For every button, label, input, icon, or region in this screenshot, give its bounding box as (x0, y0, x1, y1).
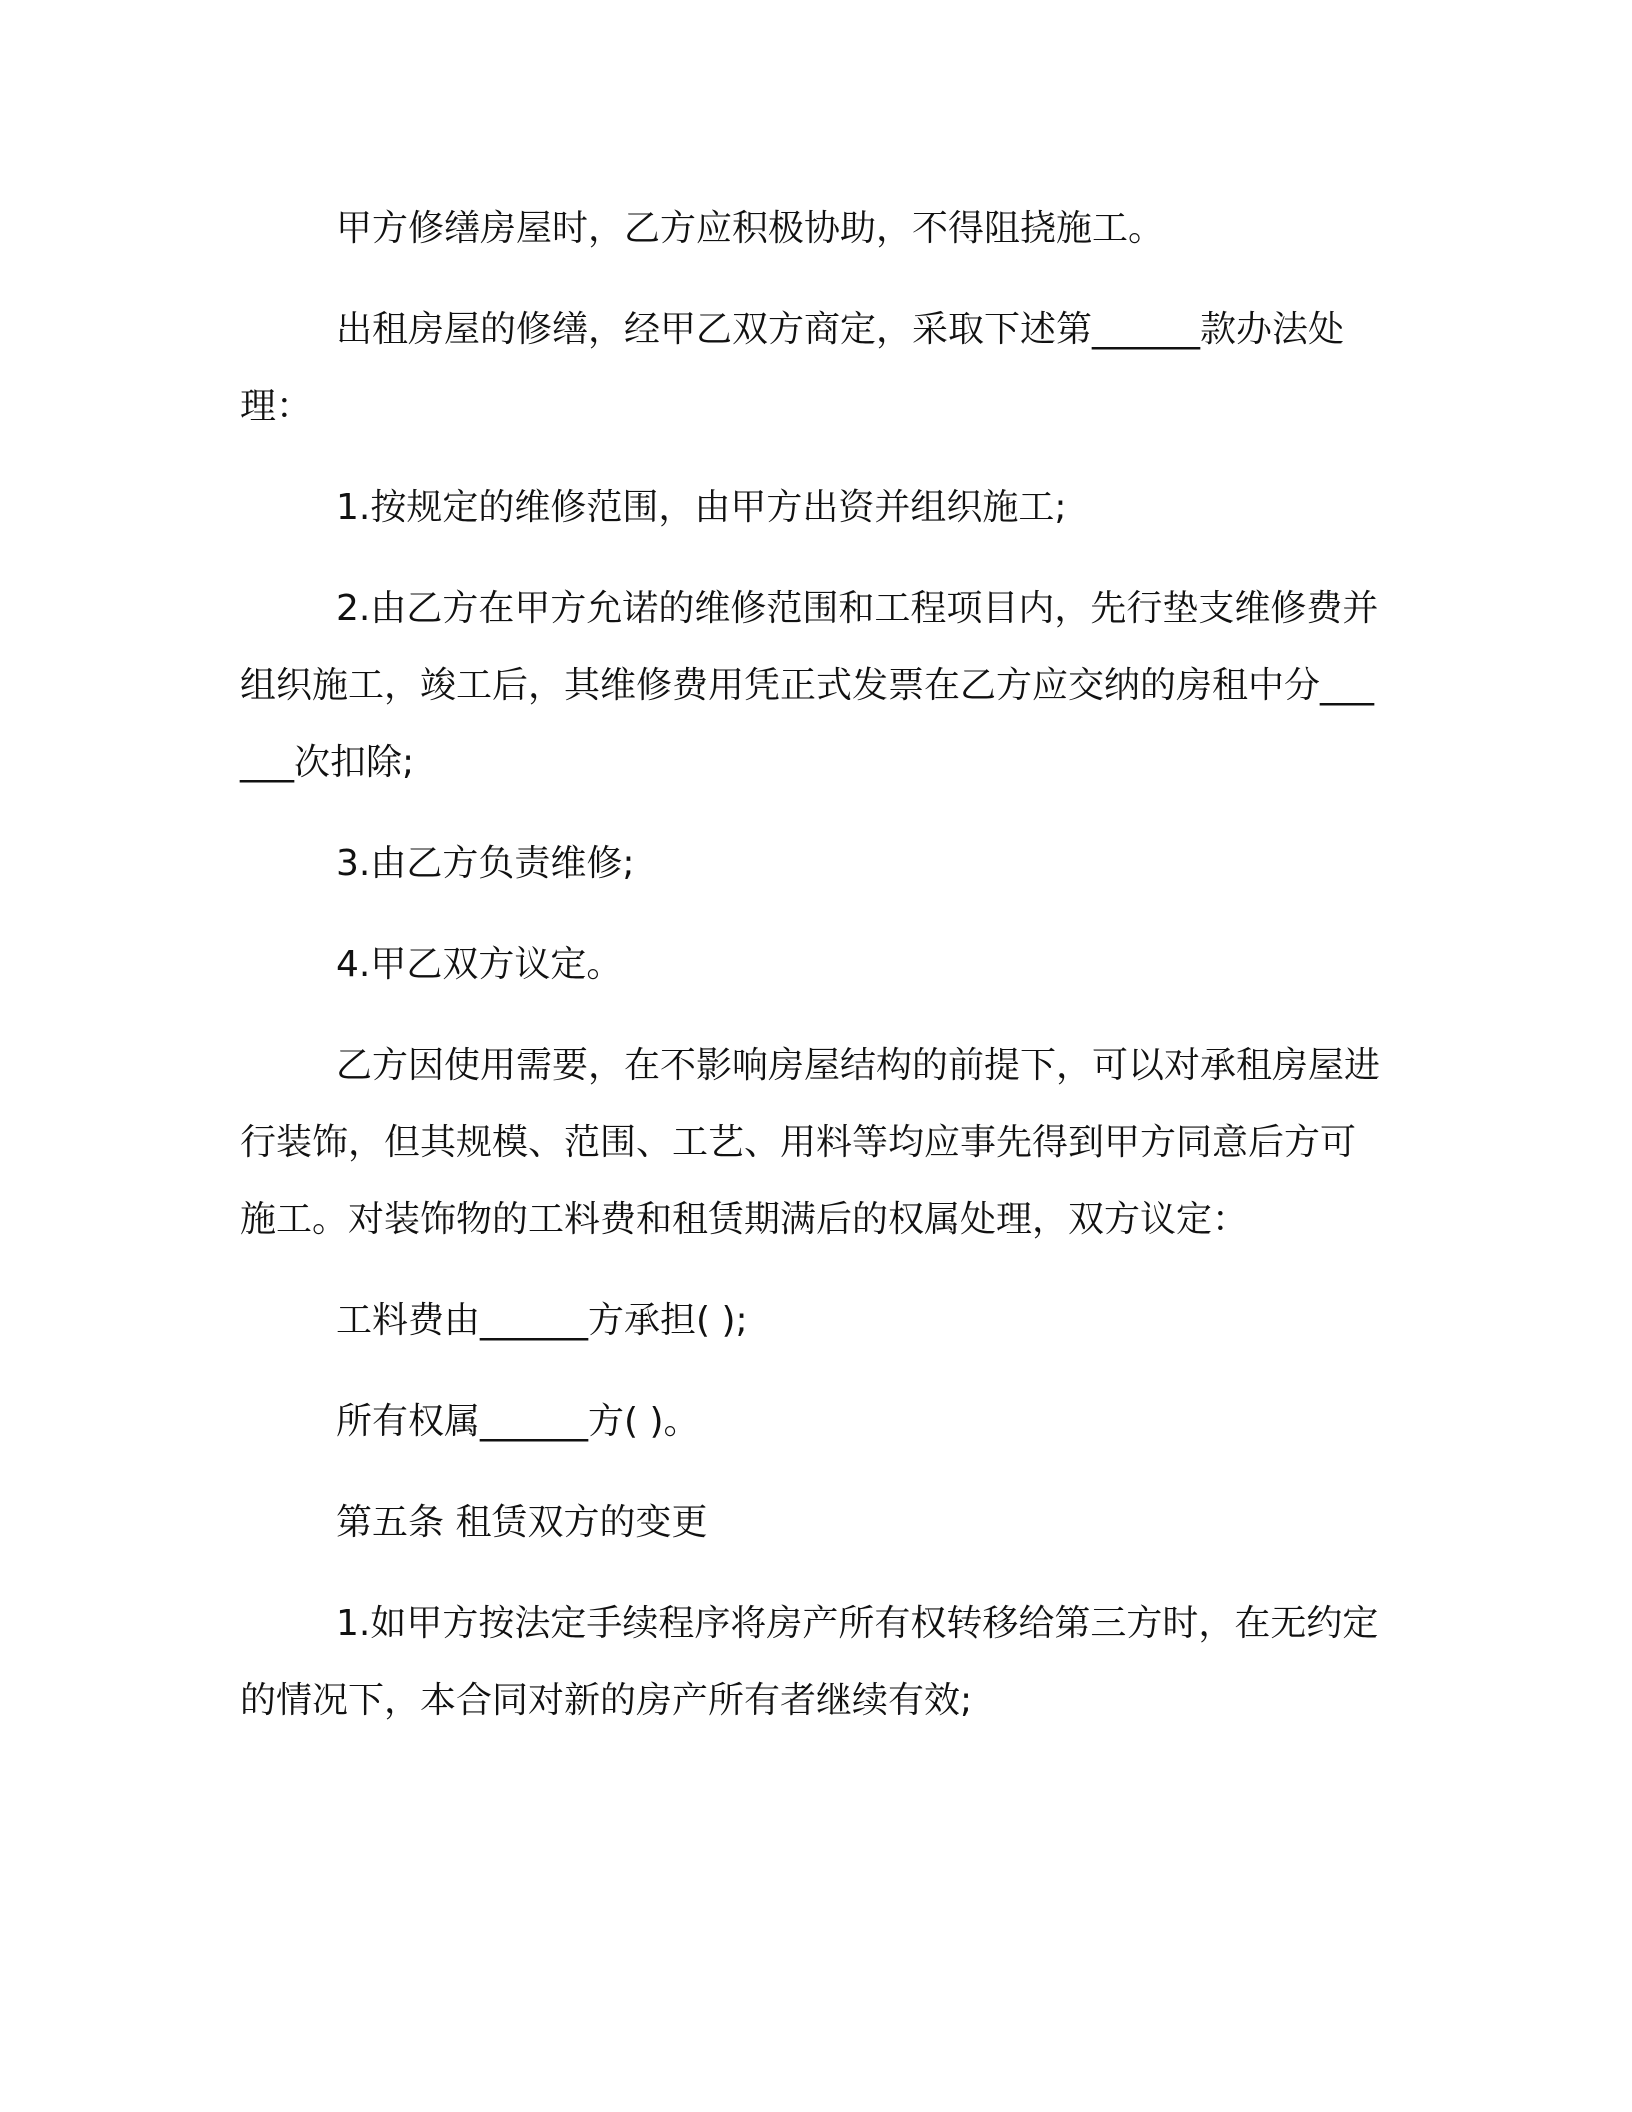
paragraph-option-1: 1.按规定的维修范围，由甲方出资并组织施工; (336, 487, 1067, 528)
paragraph-option-2: 2.由乙方在甲方允诺的维修范围和工程项目内，先行垫支维修费并组织施工，竣工后，其维修费用凭正式发票在乙方应交纳的房租中分______次扣除; (240, 588, 1379, 783)
paragraph-option-4: 4.甲乙双方议定。 (336, 944, 623, 985)
paragraph-transfer-clause: 1.如甲方按法定手续程序将房产所有权转移给第三方时，在无约定的情况下，本合同对新的房产所有者继续有效; (240, 1603, 1379, 1721)
document-body (240, 190, 1380, 1739)
paragraph-material-cost: 工料费由______方承担( ); (336, 1300, 748, 1341)
paragraph-repair-cooperation: 甲方修缮房屋时，乙方应积极协助，不得阻挠施工。 (336, 208, 1165, 249)
paragraph-ownership: 所有权属______方( )。 (336, 1401, 700, 1442)
paragraph-repair-method: 出租房屋的修缮，经甲乙双方商定，采取下述第______款办法处理： (240, 309, 1345, 427)
article-heading-5: 第五条 租赁双方的变更 (336, 1502, 708, 1543)
paragraph-option-3: 3.由乙方负责维修; (336, 843, 635, 884)
paragraph-decoration: 乙方因使用需要，在不影响房屋结构的前提下，可以对承租房屋进行装饰，但其规模、范围、工艺、用料等均应事先得到甲方同意后方可施工。对装饰物的工料费和租赁期满后的权属处理，双方议定： (240, 1045, 1381, 1240)
